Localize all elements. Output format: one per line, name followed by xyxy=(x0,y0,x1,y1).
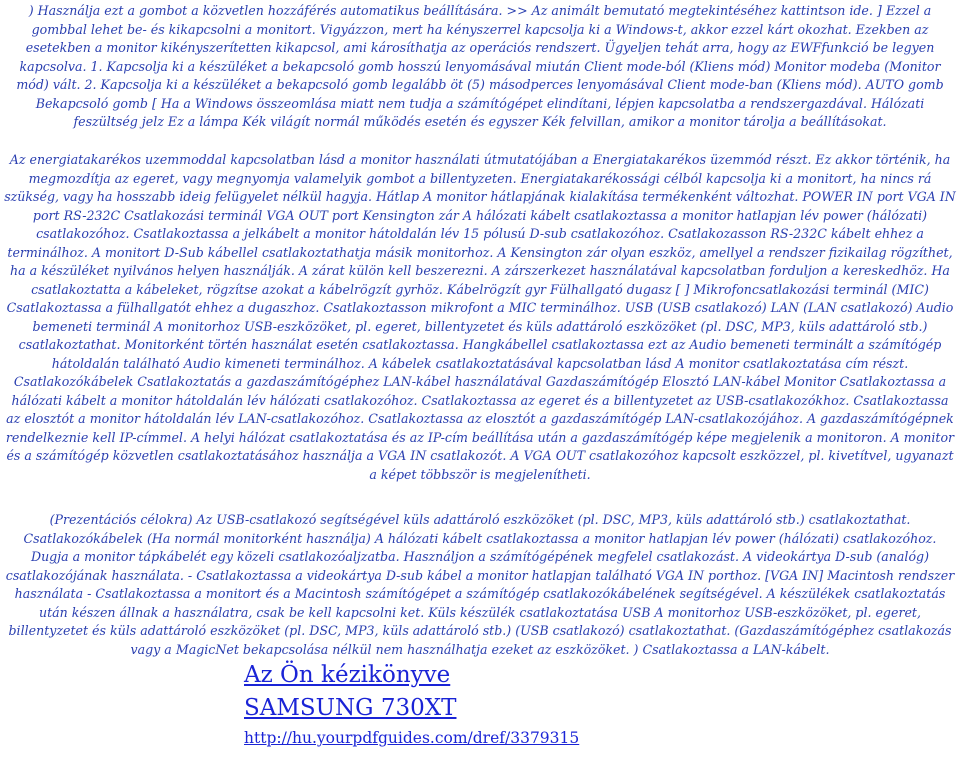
manual-title-link[interactable]: Az Ön kézikönyve xyxy=(244,662,451,688)
paragraph-power-button: ) Használja ezt a gombot a közvetlen hozzáférés automatikus beállítására. >> Az animált bemutató megtekintéséhez kattintson ide. ] Ezzel a gombbal lehet be- és kikapcsolni a monitort. Vigyázzon, mert ha kényszerrel kapcsolja ki a Windows-t, akkor ezzel kárt okozhat. Ezekben az esetekben a monitor kikényszerítetten kikapcsol, ami károsíthatja az operációs rendszert. Ügyeljen tehát arra, hogy az EWFfunkció be legyen kapcsolva. 1. Kapcsolja ki a készüléket a bekapcsoló gomb hosszú lenyomásával miután Client mode-ból (Kliens mód) Monitor modeba (Monitor mód) vált. 2. Kapcsolja ki a készüléket a bekapcsoló gomb legalább öt (5) másodperces lenyomásával Client mode-ban (Kliens mód). AUTO gomb Bekapcsoló gomb [ Ha a Windows összeomlása miatt nem tudja a számítógépet elindítani, lépjen kapcsolatba a rendszergazdával. Hálózati feszültség jelz Ez a lámpa Kék világít normál működés esetén és egyszer Kék felvillan, amikor a monitor tárolja a beállításokat. xyxy=(16,3,944,129)
paragraph-connections: (Prezentációs célokra) Az USB-csatlakozó segítségével küls adattároló eszközöket (pl. DSC, MP3, küls adattároló stb.) csatlakoztathat. Csatlakozókábelek (Ha normál monitorként használja) A hálózati kábelt csatlakoztassa a monitor hatlapjan lév power (hálózati) csatlakozóhoz. Dugja a monitor tápkábelét egy közeli csatlakozóaljzatba. Használjon a számítógépének megfelel csatlakozást. A videokártya D-sub (analóg) csatlakozójának használata. - Csatlakoztassa a videokártya D-sub kábel a monitor hatlapjan található VGA IN porthoz. [VGA IN] Macintosh rendszer használata - Csatlakoztassa a monitort és a Macintosh számítógépet a számítógép csatlakozókábelének segítségével. A készülékek csatlakoztatás után készen állnak a használatra, csak be kell kapcsolni ket. Küls készülék csatlakoztatása USB A monitorhoz USB-eszközöket, pl. egeret, billentyzetet és küls adattároló eszközöket (pl. DSC, MP3, küls adattároló stb.) (USB csatlakozó) csatlakoztathat. (Gazdaszámítógéphez csatlakozás vagy a MagicNet bekapcsolása nélkül nem használhatja ezeket az eszközöket. ) Csatlakoztassa a LAN-kábelt. xyxy=(5,512,955,657)
paragraph-rear-panel: Az energiatakarékos uzemmoddal kapcsolatban lásd a monitor használati útmutatójában a Energiatakarékos üzemmód részt. Ez akkor történik, ha megmozdítja az egeret, vagy megnyomja valamelyik gombot a billentyzeten. Energiatakarékossági célból kapcsolja ki a monitort, ha nincs rá szükség, vagy ha hosszabb ideig felügyelet nélkül hagyja. Hátlap A monitor hátlapjának kialakítása termékenként változhat. POWER IN port VGA IN port RS-232C Csatlakozási terminál VGA OUT port Kensington zár A hálózati kábelt csatlakoztassa a monitor hatlapjan lév power (hálózati) csatlakozóhoz. Csatlakoztassa a jelkábelt a monitor hátoldalán lév 15 pólusú D-sub csatlakozóhoz. Csatlakozasson RS-232C kábelt ehhez a terminálhoz. A monitort D-Sub kábellel csatlakoztathatja másik monitorhoz. A Kensington zár olyan eszköz, amellyel a rendszer fizikailag rögzíthet, ha a készüléket nyilvános helyen használják. A zárat külön kell beszerezni. A zárszerkezet használatával kapcsolatban forduljon a kereskedhöz. Ha csatlakoztatta a kábeleket, rögzítse azokat a kábelrögzít gyrhöz. Kábelrögzít gyr Fülhallgató dugasz [ ] Mikrofoncsatlakozási terminál (MIC) Csatlakoztassa a fülhallgatót ehhez a dugaszhoz. Csatlakoztasson mikrofont a MIC terminálhoz. USB (USB csatlakozó) LAN (LAN csatlakozó) Audio bemeneti terminál A monitorhoz USB-eszközöket, pl. egeret, billentyzetet és küls adattároló eszközöket (pl. DSC, MP3, küls adattároló stb.) csatlakoztathat. Monitorként történ használat esetén csatlakoztassa. Hangkábellel csatlakoztassa ezt az Audio bemeneti terminált a számítógép hátoldalán található Audio kimeneti terminálhoz. A kábelek csatlakoztatásával kapcsolatban lásd A monitor csatlakoztatása cím részt. Csatlakozókábelek Csatlakoztatás a gazdaszámítógéphez LAN-kábel használatával Gazdaszámítógép Elosztó LAN-kábel Monitor Csatlakoztassa a hálózati kábelt a monitor hátoldalán lév hálózati csatlakozóhoz. Csatlakoztassa az egeret és a billentyzetet az USB-csatlakozókhoz. Csatlakoztassa az elosztót a monitor hátoldalán lév LAN-csatlakozóhoz. Csatlakoztassa az elosztót a gazdaszámítógép LAN-csatlakozójához. A gazdaszámítógépnek rendelkeznie kell IP-címmel. A helyi hálózat csatlakoztatása és az IP-cím beállítása után a gazdaszámítógép képe megjelenik a monitoron. A monitor és a számítógép közvetlen csatlakoztatásához használja a VGA IN csatlakozót. A VGA OUT csatlakozóhoz kapcsolt eszközzel, pl. kivetítvel, ugyanazt a képet többször is megjelenítheti. xyxy=(4,152,956,482)
guide-url-link[interactable]: http://hu.yourpdfguides.com/dref/3379315 xyxy=(244,729,580,747)
manual-footer xyxy=(244,659,579,749)
model-name-link[interactable]: SAMSUNG 730XT xyxy=(244,695,457,721)
